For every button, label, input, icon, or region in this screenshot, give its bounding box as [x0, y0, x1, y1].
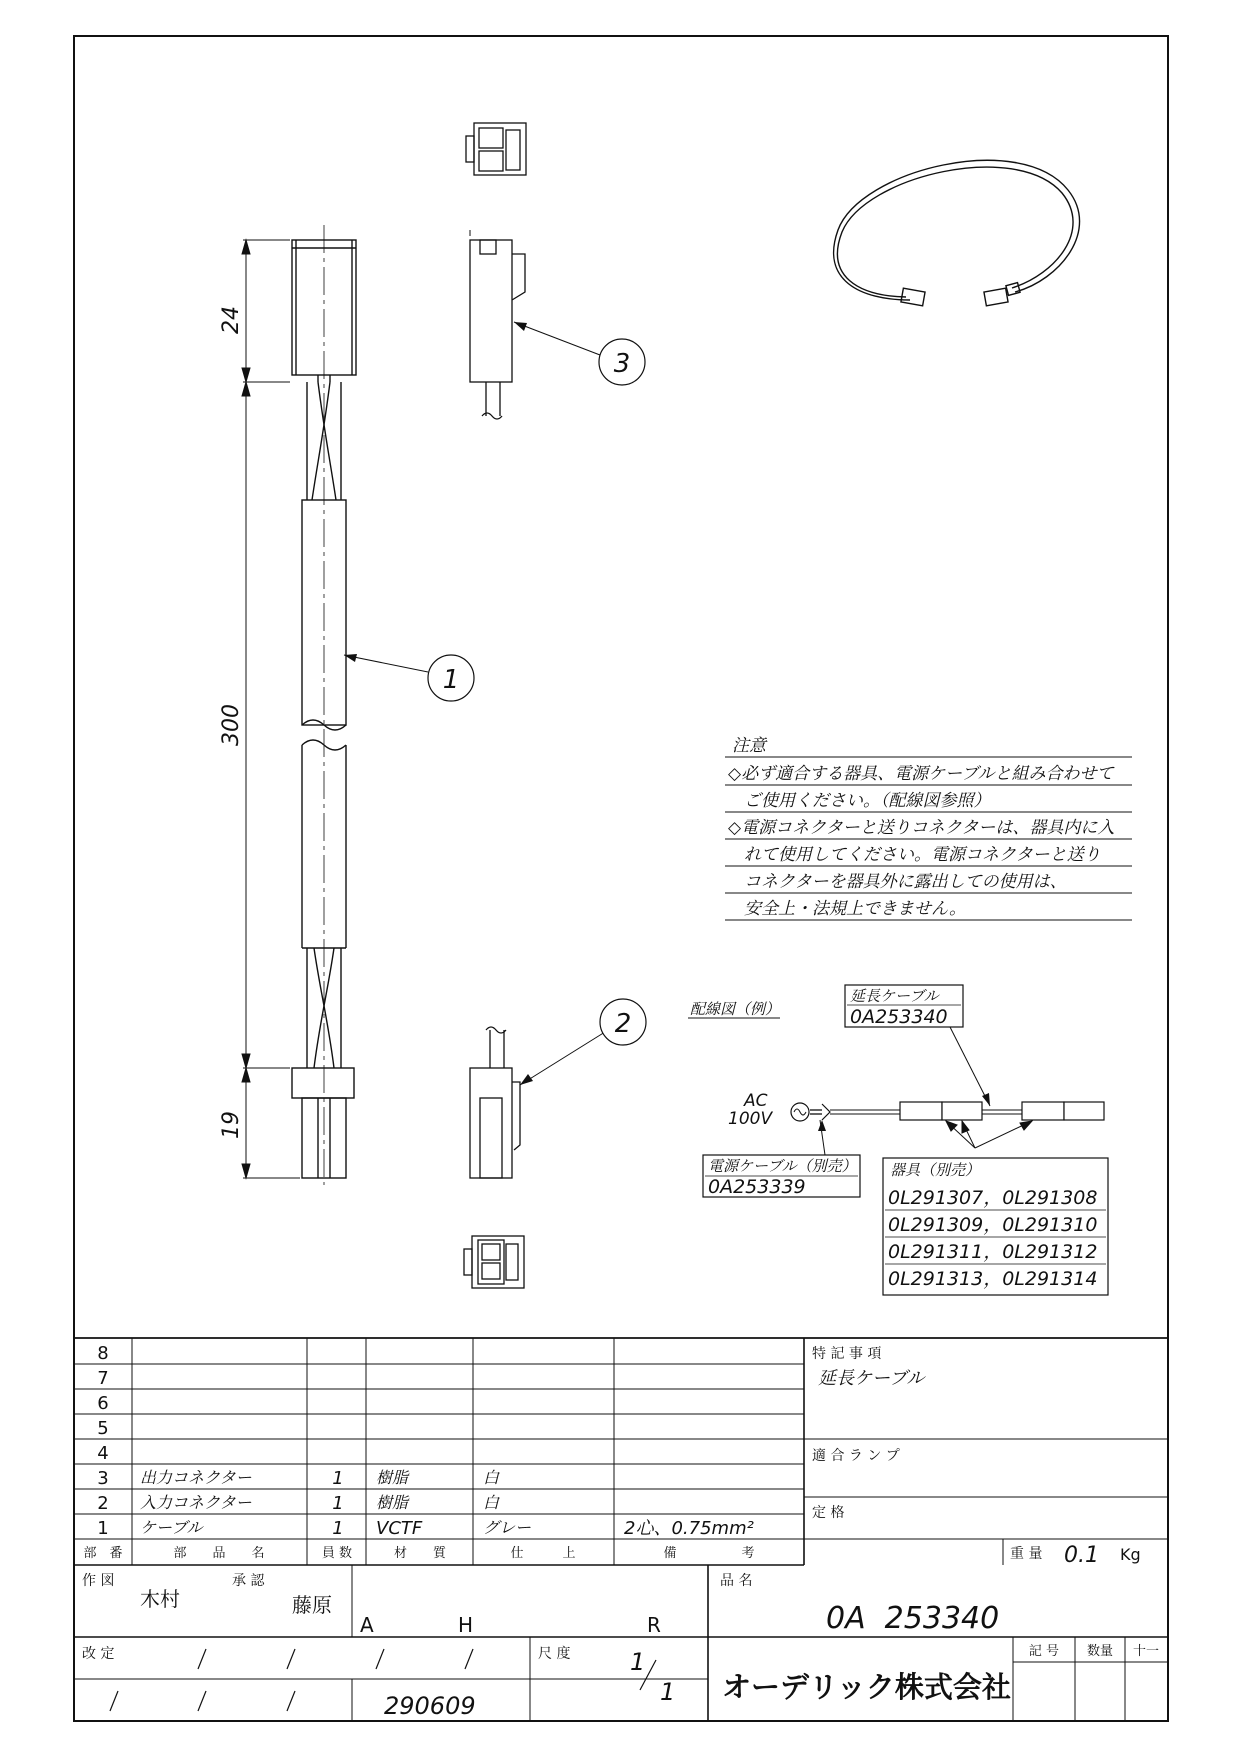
- part-row-2-finish: 白: [483, 1493, 500, 1512]
- rev-r: R: [647, 1613, 661, 1637]
- part-row-1-qty: 1: [332, 1518, 344, 1539]
- plusminus-label: 十一: [1132, 1644, 1160, 1659]
- header-no: 部 番: [83, 1546, 123, 1561]
- balloon-2-label: 2: [614, 1009, 632, 1039]
- fixture-model-4: 0L291313，0L291314: [888, 1268, 1098, 1290]
- part-row-1-no: 1: [97, 1518, 109, 1539]
- part-row-1-remarks: 2心、0.75mm²: [624, 1518, 754, 1539]
- wiring-title: 配線図（例）: [690, 1000, 781, 1018]
- part-row-3-material: 樹脂: [376, 1468, 409, 1487]
- dimension-middle: 300: [219, 704, 244, 746]
- fixture-model-2: 0L291309，0L291310: [888, 1214, 1098, 1236]
- part-row-1-finish: グレー: [483, 1518, 532, 1537]
- drawn-label: 作 図: [82, 1573, 115, 1589]
- revision-date: 290609: [384, 1692, 476, 1720]
- balloon-1-label: 1: [442, 665, 460, 695]
- power-cable-code: 0A253339: [708, 1176, 806, 1198]
- part-row-5-no: 5: [97, 1418, 109, 1439]
- part-row-1-name: ケーブル: [140, 1518, 203, 1537]
- header-qty: 員 数: [321, 1546, 353, 1561]
- weight-value: 0.1: [1064, 1543, 1099, 1568]
- fixture-label: 器具（別売）: [890, 1161, 981, 1179]
- approved-label: 承 認: [232, 1573, 265, 1589]
- part-row-2-material: 樹脂: [376, 1493, 409, 1512]
- note-line-6: 安全上・法規上できません。: [744, 899, 967, 919]
- note-line-3: ◇電源コネクターと送りコネクターは、器具内に入: [728, 818, 1115, 838]
- revision-label: 改 定: [82, 1646, 115, 1662]
- note-line-1: ◇必ず適合する器具、電源ケーブルと組み合わせて: [728, 764, 1114, 784]
- part-row-8-no: 8: [97, 1343, 109, 1364]
- note-line-4: れて使用してください。電源コネクターと送り: [744, 845, 1101, 865]
- special-notes-label: 特 記 事 項: [812, 1346, 882, 1362]
- symbol-label: 記 号: [1028, 1644, 1060, 1659]
- fixture-model-1: 0L291307，0L291308: [888, 1187, 1098, 1209]
- lamp-label: 適 合 ラ ン プ: [812, 1448, 900, 1464]
- drawn-by: 木村: [140, 1587, 180, 1611]
- dimension-top: 24: [219, 306, 244, 334]
- scale-numerator: 1: [630, 1648, 646, 1676]
- voltage-label: 100V: [728, 1109, 773, 1129]
- product-name-label: 品 名: [720, 1573, 753, 1589]
- ac-label: AC: [744, 1091, 768, 1111]
- rev-a: A: [360, 1613, 374, 1637]
- part-row-3-name: 出力コネクター: [140, 1468, 252, 1487]
- header-material: 材 質: [393, 1546, 447, 1561]
- scale-denominator: 1: [660, 1678, 676, 1706]
- part-row-3-finish: 白: [483, 1468, 500, 1487]
- part-row-3-no: 3: [97, 1468, 109, 1489]
- balloon-3-label: 3: [613, 349, 631, 379]
- fixture-model-3: 0L291311，0L291312: [888, 1241, 1098, 1263]
- header-remarks: 備 考: [663, 1546, 755, 1561]
- notes-title: 注意: [732, 736, 766, 756]
- part-row-1-material: VCTF: [376, 1518, 423, 1539]
- approved-by: 藤原: [292, 1593, 332, 1617]
- product-code: 0A 253340: [826, 1601, 1000, 1636]
- extension-code: 0A253340: [850, 1006, 948, 1028]
- part-row-4-no: 4: [97, 1443, 109, 1464]
- part-row-2-no: 2: [97, 1493, 109, 1514]
- scale-label: 尺 度: [538, 1646, 571, 1662]
- part-row-6-no: 6: [97, 1393, 109, 1414]
- dimension-bottom: 19: [219, 1111, 244, 1139]
- header-name: 部 品 名: [173, 1546, 265, 1561]
- weight-label: 重 量: [1010, 1546, 1043, 1562]
- part-row-2-qty: 1: [332, 1493, 344, 1514]
- company-name: オーデリック株式会社: [722, 1670, 1011, 1704]
- note-line-2: ご使用ください。（配線図参照）: [744, 791, 991, 811]
- extension-label: 延長ケーブル: [850, 987, 939, 1005]
- note-line-5: コネクターを器具外に露出しての使用は、: [744, 872, 1067, 892]
- rating-label: 定 格: [812, 1505, 845, 1521]
- special-notes-value: 延長ケーブル: [818, 1368, 925, 1389]
- header-finish: 仕 上: [510, 1546, 576, 1561]
- rev-h: H: [458, 1613, 474, 1637]
- power-cable-label: 電源ケーブル（別売）: [708, 1157, 857, 1175]
- weight-unit: Kg: [1120, 1545, 1141, 1564]
- part-row-2-name: 入力コネクター: [140, 1493, 252, 1512]
- quantity-label: 数量: [1086, 1644, 1114, 1659]
- part-row-7-no: 7: [97, 1368, 109, 1389]
- part-row-3-qty: 1: [332, 1468, 344, 1489]
